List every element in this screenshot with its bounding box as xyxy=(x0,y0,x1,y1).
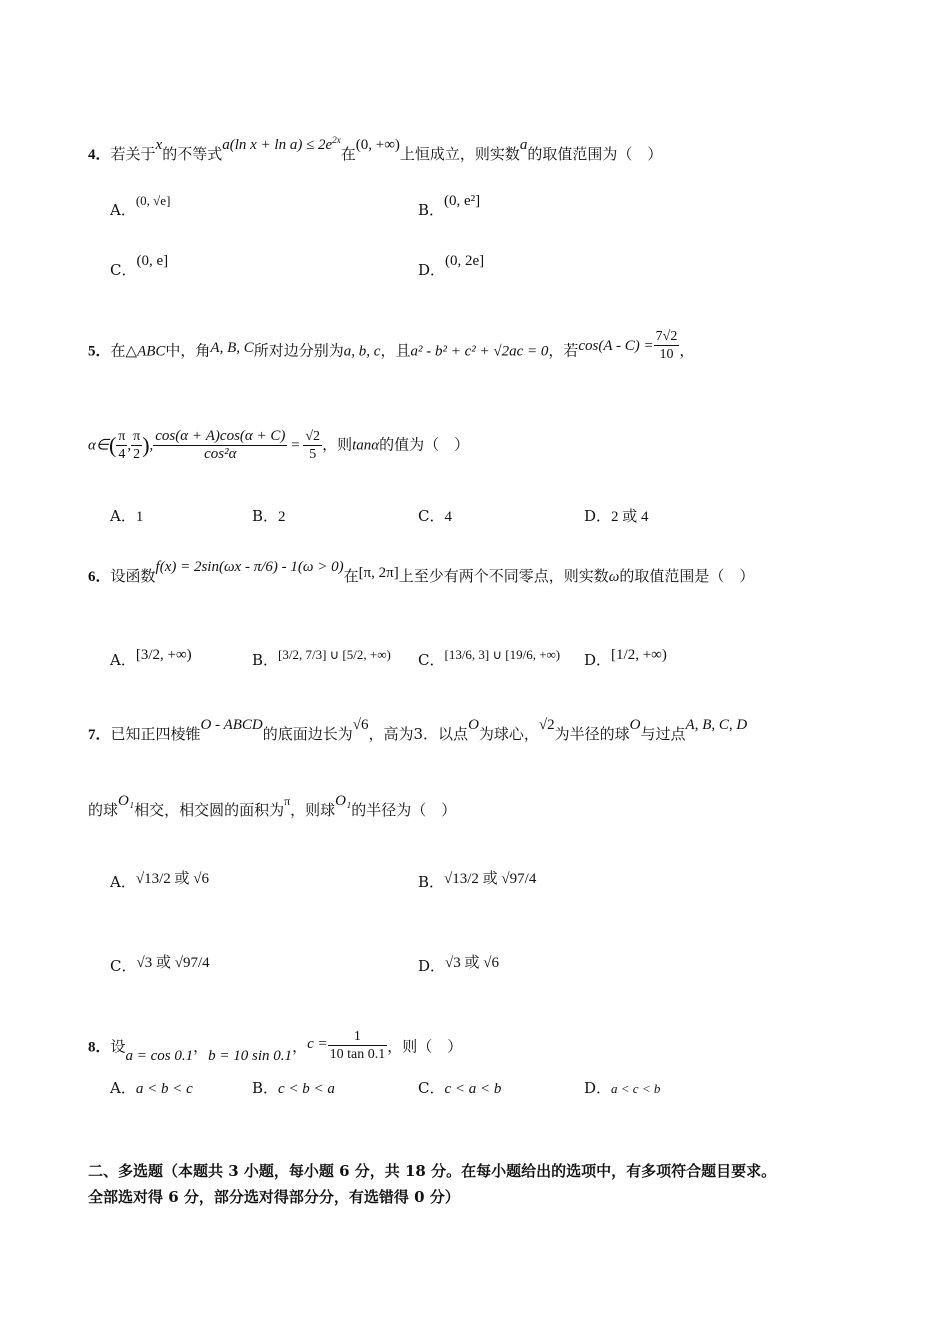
question-text: ，高为3．以点 xyxy=(368,725,469,743)
option-label: A． xyxy=(110,873,136,891)
question-text: 设函数 xyxy=(110,567,156,585)
math-point: O xyxy=(468,717,479,733)
question-text: ，且 xyxy=(380,341,411,360)
option-d[interactable] xyxy=(418,253,485,281)
option-label: C． xyxy=(110,261,137,279)
option-value: [3/2, +∞) xyxy=(135,647,192,663)
math-equation: a² - b² + c² + √2ac = 0 xyxy=(410,343,549,360)
question-text: 在 xyxy=(343,567,359,585)
math-cos: cos(A - C) = xyxy=(578,337,654,354)
question-text: 为球心， xyxy=(478,725,539,743)
option-value: √13/2 或 √6 xyxy=(135,871,209,887)
question-number: 6． xyxy=(88,569,111,585)
fraction-numerator: √2 xyxy=(305,429,321,444)
math-pyramid: O - ABCD xyxy=(200,717,263,733)
fraction xyxy=(116,428,127,463)
math-b-def: b = 10 sin 0.1 xyxy=(208,1047,293,1064)
option-d[interactable] xyxy=(584,506,649,527)
math-alpha: α∈ xyxy=(88,437,109,454)
option-label: A． xyxy=(110,201,136,219)
question-text: ， xyxy=(292,1037,308,1056)
option-label: C． xyxy=(418,651,445,669)
option-label: D． xyxy=(584,507,612,525)
option-value: √3 或 √6 xyxy=(445,955,499,971)
math-c-def: c = xyxy=(307,1035,328,1052)
option-label: B． xyxy=(418,201,445,219)
math-sphere: O₁ xyxy=(118,793,135,809)
option-value: √3 或 √97/4 xyxy=(136,955,210,971)
math-omega: ω xyxy=(608,569,620,585)
option-label: A． xyxy=(110,651,136,669)
option-value: [3/2, 7/3] ∪ [5/2, +∞) xyxy=(278,647,391,662)
option-label: B． xyxy=(418,873,445,891)
option-d[interactable] xyxy=(584,647,667,671)
fraction-denominator: 2 xyxy=(133,447,141,462)
question-text: 相交，相交圆的面积为 xyxy=(134,801,285,819)
math-point: O xyxy=(629,717,641,733)
question-text: 的底面边长为 xyxy=(262,725,353,743)
math-inequality: a(ln x + ln a) ≤ 2e xyxy=(222,137,333,153)
fraction-numerator: 1 xyxy=(328,1028,388,1046)
fraction-numerator: 7√2 xyxy=(655,329,678,344)
question-text: 的不等式 xyxy=(162,145,223,163)
option-b[interactable] xyxy=(418,193,481,221)
option-c[interactable] xyxy=(418,647,561,671)
question-number: 4． xyxy=(88,147,111,163)
option-label: C． xyxy=(418,1079,445,1097)
question-text: ， xyxy=(193,1037,209,1056)
option-label: D． xyxy=(584,1079,612,1097)
math-var: a xyxy=(519,137,528,153)
option-c[interactable] xyxy=(418,506,452,527)
fraction xyxy=(131,428,142,463)
question-text: 的半径为（ ） xyxy=(351,801,457,819)
question-number: 5． xyxy=(88,343,111,360)
math-interval: (0, +∞) xyxy=(355,137,400,153)
math-exponent: 2x xyxy=(332,135,341,145)
section-heading-line: 二、多选题（本题共 3 小题，每小题 6 分，共 18 分。在每小题给出的选项中，有多项符合题目要求。 xyxy=(88,1162,777,1180)
question-4 xyxy=(88,135,888,165)
question-text: 在 xyxy=(340,145,356,163)
option-value: (0, e²] xyxy=(444,193,481,209)
option-label: D． xyxy=(418,957,446,975)
fraction xyxy=(328,1028,388,1063)
option-b[interactable] xyxy=(418,872,536,893)
math-edge: √6 xyxy=(352,717,369,733)
question-text: ，则球 xyxy=(290,801,336,819)
math-sphere: O₁ xyxy=(335,793,352,809)
question-text: 已知正四棱锥 xyxy=(110,725,201,743)
option-label: A． xyxy=(110,507,136,525)
option-value: (0, e] xyxy=(136,253,169,269)
fraction xyxy=(303,428,322,463)
fraction-numerator: π xyxy=(118,429,126,444)
math-interval: [π, 2π] xyxy=(358,565,399,581)
math-var: x xyxy=(155,137,163,153)
option-value: (0, 2e] xyxy=(445,253,485,269)
fraction-denominator: 4 xyxy=(118,447,126,462)
option-value: a < c < b xyxy=(611,1081,661,1096)
option-a[interactable] xyxy=(110,193,171,221)
math-triangle: ABC xyxy=(137,343,166,360)
option-label: C． xyxy=(418,507,445,525)
option-value: c < b < a xyxy=(278,1081,335,1097)
option-value: √13/2 或 √97/4 xyxy=(444,871,537,887)
math-pi: π xyxy=(284,794,291,808)
math-points: A, B, C, D xyxy=(685,717,748,733)
question-5-line-2: α∈( $\frac{\pi}{4}$ , $\frac{\pi}{2}$ ), $\frac{\cos(\alpha + A)\cos(\alpha + C)}{\text{cos²α}}$ = $\frac{√2}{5}$ ，则tanα的值为（ ） xyxy=(88,428,470,462)
option-value: (0, √e] xyxy=(135,193,171,208)
math-function: f(x) = 2sin(ωx - π/6) - 1(ω > 0) xyxy=(155,559,344,575)
question-8 xyxy=(88,1029,888,1064)
option-label: C． xyxy=(110,957,137,975)
option-d[interactable] xyxy=(418,956,499,977)
question-text: ，若 xyxy=(548,341,579,360)
option-a[interactable] xyxy=(110,647,192,671)
question-number: 8． xyxy=(88,1039,111,1056)
option-a[interactable] xyxy=(110,872,209,893)
fraction-numerator: cos(α + A)cos(α + C) xyxy=(155,428,286,444)
section-heading-line: 全部选对得 6 分，部分选对得部分分，有选错得 0 分） xyxy=(88,1188,460,1206)
option-value: c < a < b xyxy=(444,1081,502,1097)
option-value: a < b < c xyxy=(135,1081,193,1097)
fraction-denominator: 10 tan 0.1 xyxy=(329,1047,386,1062)
option-value: 2 xyxy=(278,509,286,525)
fraction-denominator: 5 xyxy=(309,447,317,462)
option-label: A． xyxy=(110,1079,136,1097)
option-value: 2 或 4 xyxy=(611,509,649,525)
math-angles: A, B, C xyxy=(210,339,254,356)
question-text: 设 xyxy=(110,1037,126,1056)
question-text: 与过点 xyxy=(640,725,686,743)
option-label: D． xyxy=(418,261,446,279)
question-text: 中，角 xyxy=(165,341,211,360)
option-label: B． xyxy=(252,1079,279,1097)
fraction-numerator: π xyxy=(133,429,141,444)
question-text: 的取值范围为（ ） xyxy=(527,145,663,163)
question-text: 所对边分别为 xyxy=(253,341,344,360)
option-label: D． xyxy=(584,651,612,669)
question-text: 的值为（ ） xyxy=(379,435,470,454)
option-value: [13/6, 3] ∪ [19/6, +∞) xyxy=(444,647,561,662)
question-text: 若关于 xyxy=(110,145,156,163)
option-b[interactable] xyxy=(252,647,391,671)
section-heading xyxy=(88,1158,888,1210)
question-text: ，则（ ） xyxy=(387,1037,463,1056)
question-text: 的球 xyxy=(88,801,119,819)
question-number: 7． xyxy=(88,727,111,743)
option-d[interactable] xyxy=(584,1078,660,1099)
question-text: ， xyxy=(679,341,695,360)
fraction-denominator: cos²α xyxy=(204,446,237,462)
math-sides: a, b, c xyxy=(343,343,381,360)
fraction-denominator: 10 xyxy=(659,347,674,362)
question-text: 为半径的球 xyxy=(554,725,630,743)
option-c[interactable] xyxy=(418,1078,501,1099)
option-value: [1/2, +∞) xyxy=(611,647,667,663)
question-5 xyxy=(88,329,888,369)
option-label: B． xyxy=(252,507,279,525)
question-text: 的取值范围是（ ） xyxy=(619,567,755,585)
option-a[interactable] xyxy=(110,506,143,527)
option-a[interactable] xyxy=(110,1078,193,1099)
math-a-def: a = cos 0.1 xyxy=(125,1047,194,1064)
option-c[interactable] xyxy=(110,956,210,977)
option-b[interactable] xyxy=(252,1078,335,1099)
question-7-line-2 xyxy=(88,793,888,821)
option-label: B． xyxy=(252,651,279,669)
question-text: ，则 xyxy=(322,435,353,454)
fraction xyxy=(153,428,287,463)
question-6 xyxy=(88,559,888,587)
question-text: 上至少有两个不同零点，则实数 xyxy=(398,567,609,585)
math-radius: √2 xyxy=(538,717,555,733)
fraction xyxy=(654,328,680,363)
question-7 xyxy=(88,717,888,745)
math-tan: tanα xyxy=(352,437,380,454)
question-text: 上恒成立，则实数 xyxy=(399,145,520,163)
option-value: 4 xyxy=(444,509,452,525)
option-b[interactable] xyxy=(252,506,286,527)
option-value: 1 xyxy=(135,509,144,525)
option-c[interactable] xyxy=(110,253,169,281)
question-text: 在△ xyxy=(110,341,138,360)
